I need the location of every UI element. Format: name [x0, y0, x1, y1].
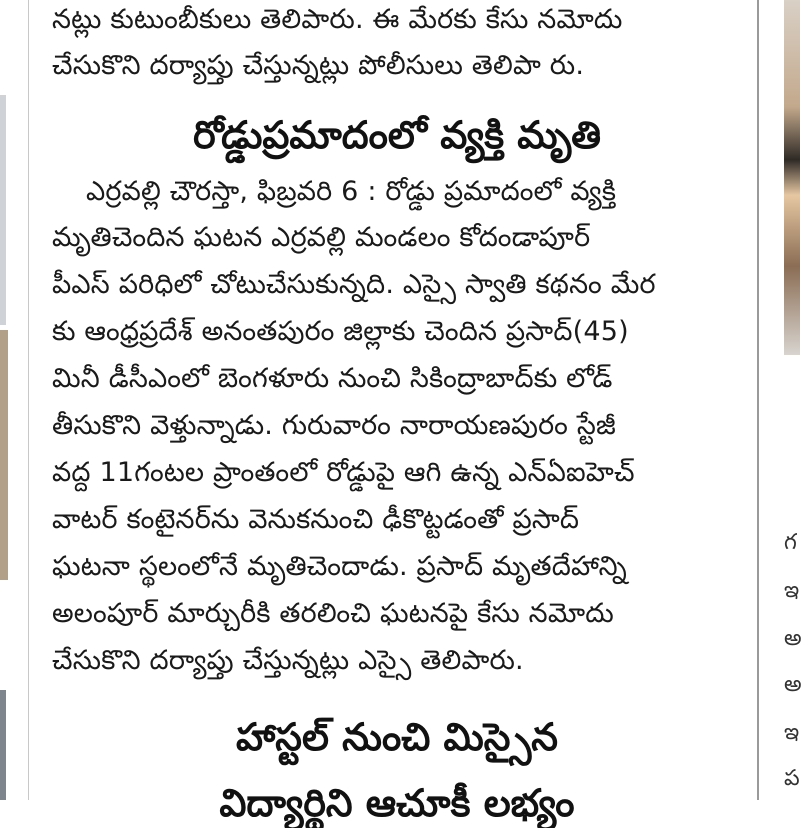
- right-text-fragment: ఇ: [784, 720, 800, 745]
- column-divider: [757, 0, 759, 800]
- article-line: వాటర్ కంటైనర్‌ను వెనుకనుంచి ఢీకొట్టడంతో ప్రసాద్: [52, 504, 580, 535]
- left-photo-strip: [0, 330, 8, 580]
- right-text-fragment: ఇ: [784, 578, 800, 603]
- article-line: అలంపూర్ మార్చురీకి తరలించి ఘటనపై కేసు నమోదు: [52, 598, 614, 629]
- right-photo-strip: [784, 0, 800, 355]
- article-line: మృతిచెందిన ఘటన ఎర్రవల్లి మండలం కోదండాపూర్: [52, 222, 591, 253]
- article-line: వద్ద 11గంటల ప్రాంతంలో రోడ్డుపై ఆగి ఉన్న ఎన్‌ఏఐహెచ్: [52, 457, 635, 488]
- article-line: ఘటనా స్థలంలోనే మృతిచెందాడు. ప్రసాద్ మృతదేహాన్ని: [52, 551, 627, 582]
- right-column-edge: [760, 0, 800, 800]
- next-article-headline-cut: విద్యార్థిని ఆచూకీ లభ్యం: [219, 781, 575, 825]
- article-line: ఎర్రవల్లి చౌరస్తా, ఫిబ్రవరి 6 : రోడ్డు ప్రమాదంలో వ్యక్తి: [86, 176, 617, 207]
- article-line: కు ఆంధ్రప్రదేశ్ అనంతపురం జిల్లాకు చెందిన ప్రసాద్(45): [52, 316, 629, 347]
- right-text-fragment: అ: [784, 672, 802, 697]
- right-text-fragment: ప: [784, 766, 800, 791]
- article-line: తీసుకొని వెళ్తున్నాడు. గురువారం నారాయణపురం స్టేజీ: [52, 410, 616, 441]
- left-photo-strip: [0, 95, 6, 325]
- article-headline: రోడ్డుప్రమాదంలో వ్యక్తి మృతి: [193, 113, 601, 157]
- article-line: చేసుకొని దర్యాప్తు చేస్తున్నట్లు ఎస్సై తెలిపారు.: [52, 645, 524, 676]
- article-line: పీఎస్ పరిధిలో చోటుచేసుకున్నది. ఎస్సై స్వాతి కథనం మేర: [52, 269, 656, 300]
- right-text-fragment: అ: [784, 626, 802, 651]
- article-line: మినీ డీసీఎంలో బెంగళూరు నుంచి సికింద్రాబాద్‌కు లోడ్: [52, 363, 613, 394]
- next-article-headline: హాస్టల్ నుంచి మిస్సైన: [236, 715, 558, 759]
- article-line: నట్లు కుటుంబీకులు తెలిపారు. ఈ మేరకు కేసు నమోదు: [52, 4, 623, 35]
- left-page-edge: [0, 0, 14, 800]
- right-text-fragment: గ: [784, 530, 797, 555]
- left-photo-strip: [0, 690, 6, 800]
- column-divider: [28, 0, 29, 800]
- article-line: చేసుకొని దర్యాప్తు చేస్తున్నట్లు పోలీసులు తెలిపా రు.: [52, 50, 585, 81]
